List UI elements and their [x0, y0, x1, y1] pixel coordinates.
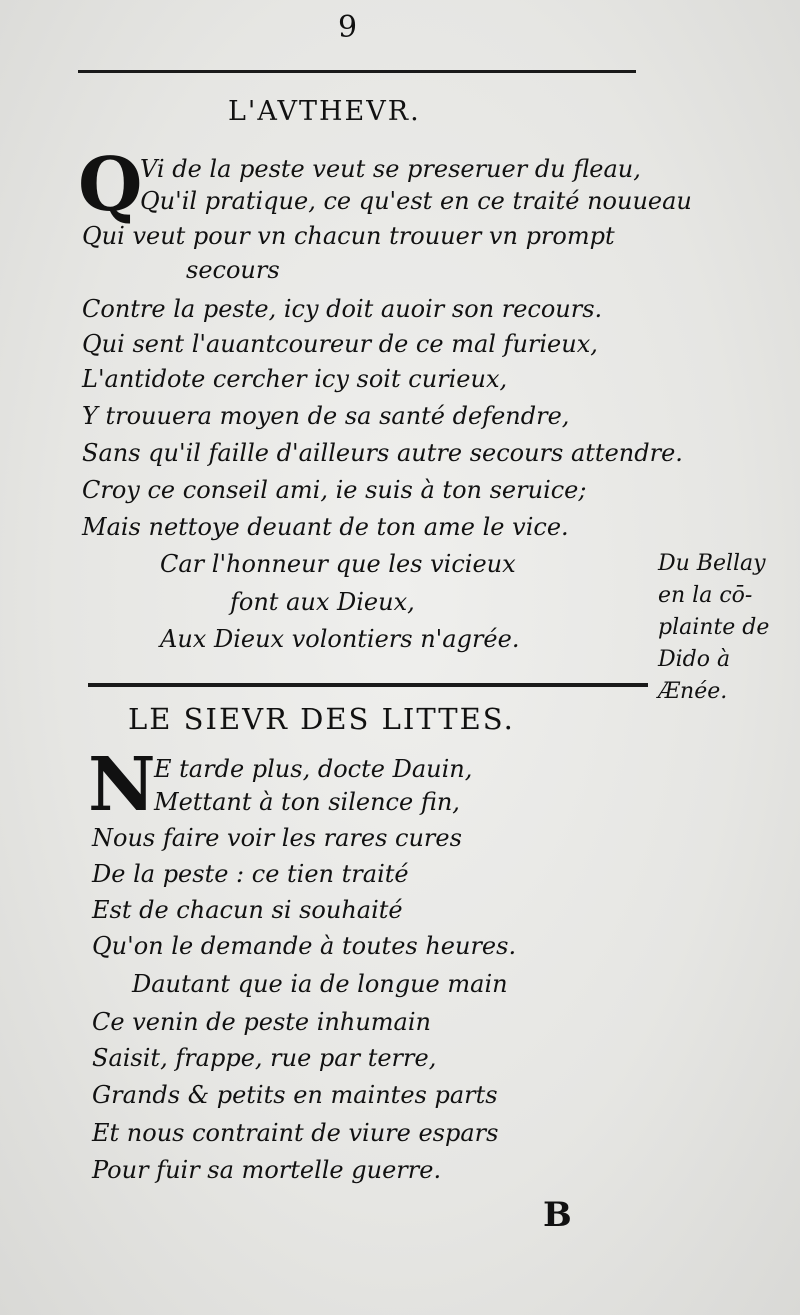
- verse-line: Mettant à ton silence fin,: [154, 788, 460, 816]
- verse-line: Est de chacun si souhaité: [92, 896, 403, 924]
- verse-line: Aux Dieux volontiers n'agrée.: [160, 625, 520, 653]
- margin-note-line: plainte de: [658, 614, 770, 640]
- verse-line: Vi de la peste veut se preseruer du fleau,: [140, 155, 641, 183]
- top-rule: [78, 70, 636, 73]
- verse-line: secours: [186, 256, 280, 284]
- verse-line: Dautant que ia de longue main: [132, 970, 508, 998]
- signature-mark: B: [543, 1195, 572, 1235]
- verse-line: E tarde plus, docte Dauin,: [154, 755, 473, 783]
- verse-line: Contre la peste, icy doit auoir son recours.: [82, 295, 603, 323]
- verse-line: Ce venin de peste inhumain: [92, 1008, 431, 1036]
- verse-line: Qu'on le demande à toutes heures.: [92, 932, 517, 960]
- verse-line: Mais nettoye deuant de ton ame le vice.: [82, 513, 569, 541]
- section-heading-sieur: LE SIEVR DES LITTES.: [128, 702, 515, 736]
- section-heading-author: L'AVTHEVR.: [228, 96, 421, 127]
- verse-line: Qu'il pratique, ce qu'est en ce traité nouueau: [140, 187, 692, 215]
- margin-note: [658, 548, 769, 707]
- verse-line: Qui sent l'auantcoureur de ce mal furieux,: [82, 330, 598, 358]
- verse-line: L'antidote cercher icy soit curieux,: [82, 365, 508, 393]
- verse-line: Car l'honneur que les vicieux: [160, 550, 516, 578]
- margin-note-line: Dido à: [658, 646, 731, 672]
- verse-line: Saisit, frappe, rue par terre,: [92, 1044, 437, 1072]
- verse-line: Y trouuera moyen de sa santé defendre,: [82, 402, 570, 430]
- verse-line: De la peste : ce tien traité: [92, 860, 409, 888]
- verse-line: Grands & petits en maintes parts: [92, 1081, 498, 1109]
- drop-cap-n: N: [88, 742, 156, 828]
- verse-line: Qui veut pour vn chacun trouuer vn prompt: [82, 222, 615, 250]
- margin-note-line: Du Bellay: [658, 551, 766, 576]
- page-number: 9: [338, 10, 358, 45]
- margin-note-line: Ænée.: [658, 678, 728, 704]
- verse-line: Nous faire voir les rares cures: [92, 824, 462, 852]
- verse-line: Sans qu'il faille d'ailleurs autre secours attendre.: [82, 439, 683, 467]
- drop-cap-q: Q: [78, 142, 143, 228]
- verse-line: font aux Dieux,: [230, 588, 415, 616]
- margin-note-line: en la cō-: [658, 582, 753, 608]
- verse-line: Et nous contraint de viure espars: [92, 1119, 499, 1147]
- section-rule: [88, 683, 648, 687]
- verse-line: Croy ce conseil ami, ie suis à ton seruice;: [82, 476, 587, 504]
- verse-line: Pour fuir sa mortelle guerre.: [92, 1156, 442, 1184]
